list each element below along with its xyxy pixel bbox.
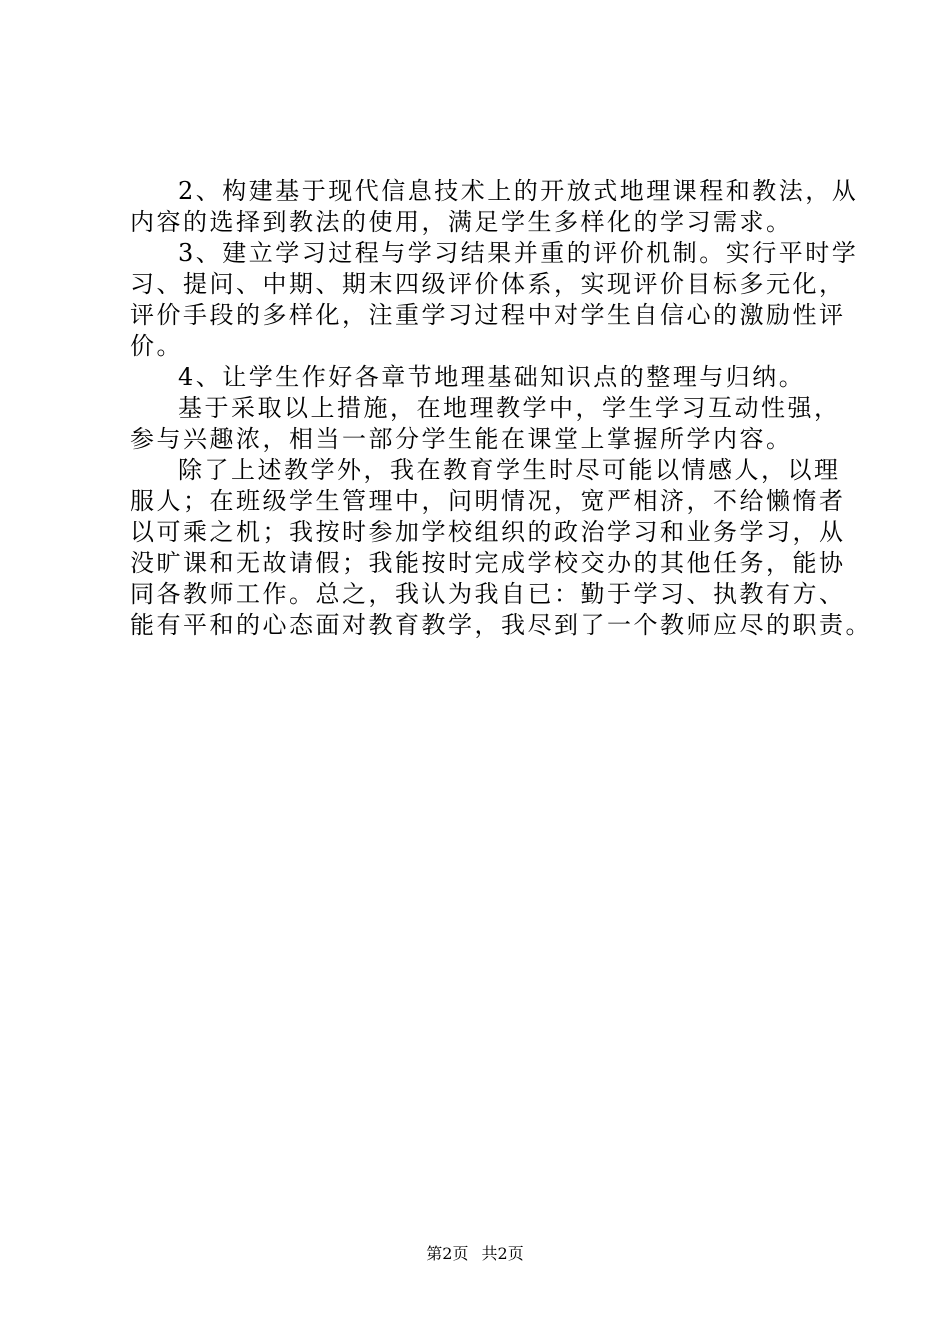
text-line: 评价手段的多样化，注重学习过程中对学生自信心的激励性评: [130, 301, 846, 329]
text-line: 服人；在班级学生管理中，问明情况，宽严相济，不给懒惰者: [130, 487, 846, 515]
text-line: 3、建立学习过程与学习结果并重的评价机制。实行平时学: [178, 239, 859, 267]
text-line: 4、让学生作好各章节地理基础知识点的整理与归纳。: [178, 363, 806, 391]
text-line: 习、提问、中期、期末四级评价体系，实现评价目标多元化，: [130, 270, 846, 298]
page-footer: [0, 1244, 950, 1264]
text-line: 内容的选择到教法的使用，满足学生多样化的学习需求。: [130, 208, 793, 236]
text-line: 能有平和的心态面对教育教学，我尽到了一个教师应尽的职责。: [130, 611, 872, 639]
text-line: 价。: [130, 332, 183, 360]
text-line: 2、构建基于现代信息技术上的开放式地理课程和教法，从: [178, 177, 859, 205]
text-line: 参与兴趣浓，相当一部分学生能在课堂上掌握所学内容。: [130, 425, 793, 453]
page-number: 第2页: [426, 1244, 469, 1263]
text-line: 除了上述教学外，我在教育学生时尽可能以情感人，以理: [178, 456, 841, 484]
page-total: 共2页: [481, 1244, 524, 1263]
text-line: 没旷课和无故请假；我能按时完成学校交办的其他任务，能协: [130, 549, 846, 577]
text-line: 以可乘之机；我按时参加学校组织的政治学习和业务学习，从: [130, 518, 846, 546]
text-line: 基于采取以上措施，在地理教学中，学生学习互动性强，: [178, 394, 841, 422]
text-line: 同各教师工作。总之，我认为我自已：勤于学习、执教有方、: [130, 580, 846, 608]
document-body: [130, 176, 872, 641]
